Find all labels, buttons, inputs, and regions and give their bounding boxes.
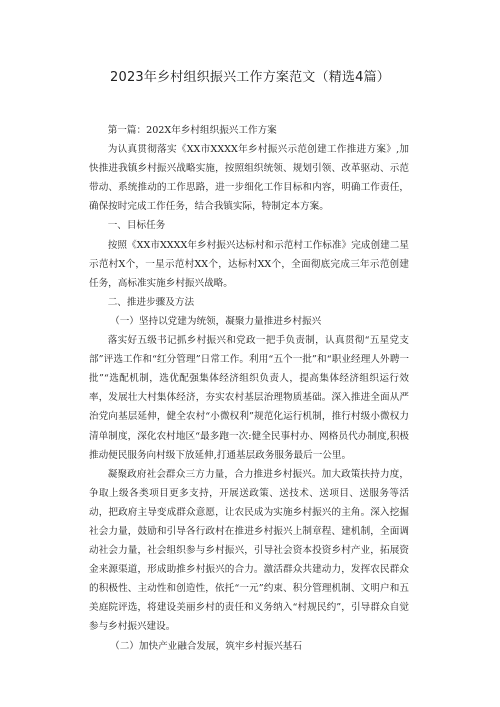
- subheading-industry: （二）加快产业融合发展，筑牢乡村振兴基石: [110, 640, 302, 652]
- goals-paragraph: 按照《XX市XXXX年乡村振兴达标村和示范村工作标准》完成创建二星示范村X个，一星示范村XX个，达标村XX个，全面彻底完成三年示范创建任务，高标准实施乡村振兴战略。: [89, 239, 409, 289]
- document-title: 2023年乡村组织振兴工作方案范文（精选4篇）: [110, 70, 390, 85]
- intro-paragraph: 为认真贯彻落实《XX市XXXX年乡村振兴示范创建工作推进方案》,加快推进我镇乡村振兴战略实施，按照组织统领、规划引领、改革驱动、示范带动、系统推动的工作思路，进一步细化工作目标和内容，明确工作责任，确保按时完成工作任务，结合我镇实际，特制定本方案。: [89, 144, 409, 213]
- section-heading-part-one: 第一篇：202X年乡村组织振兴工作方案: [107, 125, 277, 136]
- heading-steps: 二、推进步骤及方法: [107, 296, 195, 308]
- document-body: [89, 121, 409, 656]
- three-forces-paragraph: 凝聚政府社会群众三方力量，合力推进乡村振兴。加大政策扶持力度，争取上级各类项目更多支持，开展送政策、送技术、送项目、送服务等活动，把政府主导变成群众意愿，让农民成为实施乡村振兴的主角。深入挖掘社会力量，鼓励和引导各行政村在推进乡村振兴上制章程、建机制，全面调动社会力量，社会组织参与乡村振兴，引导社会资本投资乡村产业，拓展资金来源渠道，形成助推乡村振兴的合力。激活群众共建动力，发挥农民群众的积极性、主动性和创造性，依托“一元”约束、积分管理机制、文明户和五美庭院评选，将建设美丽乡村的责任和义务纳入“村规民约”，引导群众自觉参与乡村振兴建设。: [89, 468, 409, 633]
- party-building-paragraph: 落实好五级书记抓乡村振兴和党政一把手负责制，认真贯彻“五星党支部”评选工作和“红分管理”日常工作。利用“五个一批”和“职业经理人外聘一批”“选配机制，选优配强集体经济组织负责人，提高集体经济组织运行效率，发展壮大村集体经济，夯实农村基层治理物质基础。深入推进全面从严治党向基层延伸，健全农村“小微权利”规范化运行机制，推行村级小微权力清单制度，深化农村地区“最多跑一次:健全民事村办、网格员代办制度,积极推动便民服务向村级下放延伸,打通基层政务服务最后一公里。: [89, 335, 409, 461]
- subheading-party-building: （一）坚持以党建为统领，凝聚力量推进乡村振兴: [110, 315, 322, 327]
- heading-goals: 一、目标任务: [107, 220, 166, 232]
